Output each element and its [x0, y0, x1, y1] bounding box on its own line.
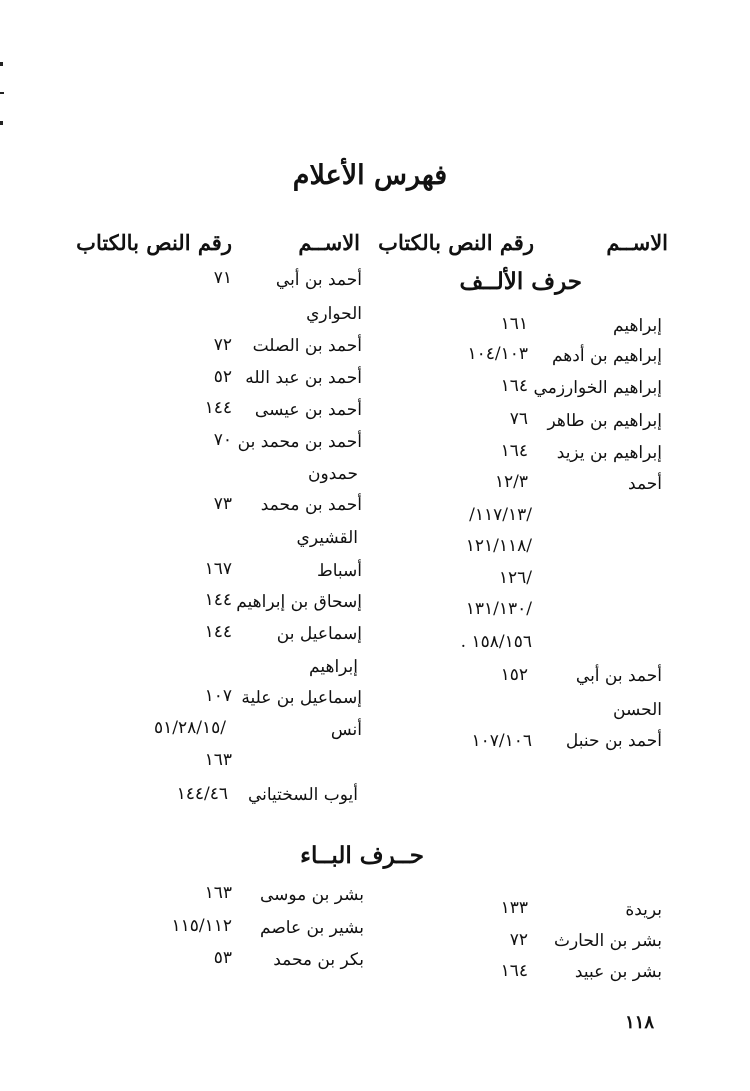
header-left-number: رقم النص بالكتاب — [76, 230, 232, 255]
entry-number: ١٥٢ — [500, 665, 528, 685]
entry-number: ١٥٨/١٥٦ . — [460, 632, 532, 652]
scan-mark-top — [0, 62, 3, 66]
entry-name: بكر بن محمد — [273, 950, 364, 970]
entry-number: ١٣٣ — [500, 898, 528, 918]
entry-number: ١٢/٣ — [494, 472, 528, 492]
entry-number: /١٣١/١٣٠ — [465, 599, 532, 619]
entry-name: أحمد بن عبد الله — [245, 368, 362, 388]
scan-mark-low — [0, 121, 3, 125]
scan-mark-mid — [0, 92, 4, 94]
entry-number: /١٢٦ — [498, 568, 532, 588]
header-left-name: الاســم — [298, 230, 360, 255]
entry-name: إسماعيل بن — [276, 624, 362, 644]
entry-name: إبراهيم بن أدهم — [551, 346, 662, 366]
entry-name: أيوب السختياني — [247, 785, 358, 805]
entry-name: بشر بن عبيد — [574, 962, 662, 982]
header-right-number: رقم النص بالكتاب — [378, 230, 534, 255]
entry-number: ١٦٣ — [204, 750, 232, 770]
entry-number: ١٦٣ — [204, 883, 232, 903]
page-title: فهرس الأعلام — [292, 160, 448, 191]
entry-number: /٥١/٢٨/١٥ — [154, 718, 226, 738]
entry-number: ٥٣ — [213, 948, 232, 968]
entry-name: إبراهيم — [613, 316, 662, 336]
entry-name: أحمد بن محمد — [260, 495, 362, 515]
entry-name: أحمد بن أبي — [575, 666, 662, 686]
entry-number: ٧١ — [213, 268, 232, 288]
entry-number: ١٠٧/١٠٦ — [471, 731, 532, 751]
entry-number: ٥٢ — [213, 367, 232, 387]
entry-number: ٧٢ — [213, 335, 232, 355]
entry-number: /١١٧/١٣/ — [469, 505, 532, 525]
entry-name: بشر بن موسى — [259, 885, 364, 905]
entry-name: الحسن — [613, 700, 662, 720]
entry-name: إبراهيم — [309, 657, 358, 677]
header-right-name: الاســم — [606, 230, 668, 255]
entry-number: ٧٦ — [509, 409, 528, 429]
entry-name: بريدة — [625, 900, 662, 920]
entry-name: بشير بن عاصم — [260, 918, 364, 938]
entry-number: ١٦٤ — [500, 441, 528, 461]
entry-number: ١٤٤ — [204, 398, 232, 418]
entry-name: القشيري — [296, 528, 358, 548]
entry-name: أحمد — [628, 474, 662, 494]
entry-name: أنس — [330, 720, 362, 740]
entry-number: /١٢١/١١٨ — [465, 536, 532, 556]
entry-number: ١٦٤ — [500, 376, 528, 396]
page-number: ١١٨ — [624, 1012, 654, 1033]
entry-name: إسماعيل بن علية — [241, 688, 362, 708]
entry-name: إبراهيم بن يزيد — [556, 443, 662, 463]
entry-number: ١٠٧ — [204, 686, 232, 706]
entry-name: أسباط — [317, 561, 362, 581]
entry-number: ١٦١ — [500, 314, 528, 334]
entry-number: ١٦٤ — [500, 961, 528, 981]
entry-name: أحمد بن الصلت — [252, 336, 362, 356]
entry-number: ٧٣ — [213, 494, 232, 514]
entry-number: ١٦٧ — [204, 559, 232, 579]
entry-name: إسحاق بن إبراهيم — [236, 592, 362, 612]
entry-name: إبراهيم بن طاهر — [547, 411, 662, 431]
entry-number: ١٠٤/١٠٣ — [467, 344, 528, 364]
section-heading-ba: حــرف البــاء — [300, 842, 424, 869]
section-heading-alif: حرف الألــف — [459, 268, 582, 295]
entry-name: أحمد بن عيسى — [254, 400, 362, 420]
entry-number: ١١٥/١١٢ — [171, 916, 232, 936]
entry-number: ١٤٤ — [204, 590, 232, 610]
entry-number: ١٤٤ — [204, 622, 232, 642]
entry-name: حمدون — [308, 464, 358, 484]
entry-name: أحمد بن حنبل — [565, 731, 662, 751]
entry-number: ٧٠ — [213, 430, 232, 450]
entry-number: ٧٢ — [509, 930, 528, 950]
entry-name: إبراهيم الخوارزمي — [533, 378, 662, 398]
entry-number: ١٤٤/٤٦ — [176, 784, 228, 804]
entry-name: بشر بن الحارث — [553, 931, 662, 951]
entry-name: أحمد بن محمد بن — [237, 432, 362, 452]
entry-name: الحواري — [306, 304, 362, 324]
entry-name: أحمد بن أبي — [275, 270, 362, 290]
